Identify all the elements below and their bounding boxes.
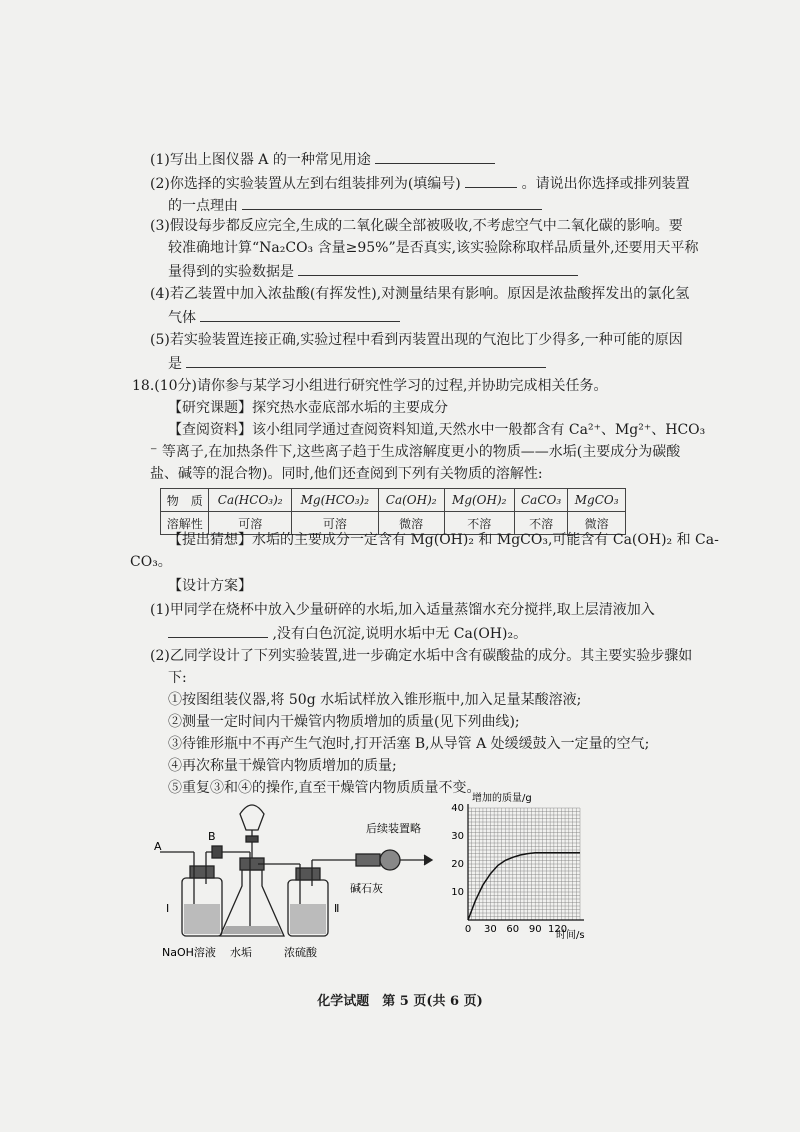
table-cell: CaCO₃ (514, 489, 567, 512)
chart-grid (468, 808, 580, 920)
step-4: ④再次称量干燥管内物质增加的质量; (168, 758, 397, 774)
x-tick-label: 90 (528, 924, 542, 935)
y-tick-label: 30 (451, 831, 464, 842)
table-cell: 可溶 (209, 512, 291, 535)
question-4-line-2 (168, 306, 400, 328)
research-topic: 【研究课题】探究热水壶底部水垢的主要成分 (168, 400, 448, 416)
design-1-line-1: (1)甲同学在烧杯中放入少量研碎的水垢,加入适量蒸馏水充分搅拌,取上层清液加入 (150, 602, 655, 618)
page-footer: 化学试题 第 5 页(共 6 页) (317, 994, 483, 1009)
valve-B (212, 846, 222, 858)
drying-tube-neck (356, 854, 380, 866)
answer-blank (298, 260, 578, 276)
table-cell: 不溶 (444, 512, 514, 535)
label-I: Ⅰ (166, 902, 170, 915)
design-2-line-1: (2)乙同学设计了下列实验装置,进一步确定水垢中含有碳酸盐的成分。其主要实验步骤如 (150, 648, 693, 664)
table-cell: MgCO₃ (568, 489, 626, 512)
design-2-line-2: 下: (168, 670, 187, 686)
design-heading: 【设计方案】 (168, 578, 252, 594)
reference-line-2: ⁻ 等离子,在加热条件下,这些离子趋于生成溶解度更小的物质——水垢(主要成分为碳酸 (150, 444, 681, 460)
reference-line-1: 【查阅资料】该小组同学通过查阅资料知道,天然水中一般都含有 Ca²⁺、Mg²⁺、HCO₃ (168, 422, 706, 438)
question-5-text: 是 (168, 356, 182, 372)
label-B: B (208, 830, 216, 843)
table-cell: 可溶 (291, 512, 378, 535)
answer-blank (168, 622, 268, 638)
question-4-line-1: (4)若乙装置中加入浓盐酸(有挥发性),对测量结果有影响。原因是浓盐酸挥发出的氯化氢 (150, 286, 690, 302)
mass-time-chart (438, 792, 588, 942)
x-tick-label: 0 (464, 924, 472, 935)
question-2 (150, 172, 690, 194)
x-tick-label: 120 (548, 924, 568, 935)
step-2: ②测量一定时间内干燥管内物质增加的质量(见下列曲线); (168, 714, 520, 730)
label-A: A (154, 840, 162, 853)
solubility-table (160, 488, 626, 535)
drying-tube (380, 850, 400, 870)
table-cell: Ca(OH)₂ (378, 489, 444, 512)
y-tick-label: 10 (451, 887, 464, 898)
label-soda-lime: 碱石灰 (350, 882, 383, 895)
x-tick-label: 60 (506, 924, 520, 935)
question-5-line-1: (5)若实验装置连接正确,实验过程中看到丙装置出现的气泡比丁少得多,一种可能的原因 (150, 332, 683, 348)
table-row-label: 溶解性 (161, 512, 209, 535)
label-rear: 后续装置略 (366, 822, 421, 835)
answer-blank (242, 194, 542, 210)
question-3-text: 量得到的实验数据是 (168, 264, 294, 280)
y-tick-label: 40 (451, 803, 464, 814)
question-2-reason-text: 的一点理由 (168, 198, 238, 214)
question-3-line-3 (168, 260, 578, 282)
reference-line-3: 盐、碱等的混合物)。同时,他们还查阅到下列有关物质的溶解性: (150, 466, 543, 482)
table-header-cell: 物 质 (161, 489, 209, 512)
question-5-line-2 (168, 352, 546, 374)
table-header-row (161, 489, 626, 512)
table-cell: Mg(OH)₂ (444, 489, 514, 512)
table-cell: Ca(HCO₃)₂ (209, 489, 291, 512)
answer-blank (186, 352, 546, 368)
design-1-text: ,没有白色沉淀,说明水垢中无 Ca(OH)₂。 (272, 626, 528, 642)
step-1: ①按图组装仪器,将 50g 水垢试样放入锥形瓶中,加入足量某酸溶液; (168, 692, 582, 708)
chart-xlabel: 时间/s (556, 930, 585, 941)
apparatus-diagram (150, 800, 435, 960)
question-1 (150, 148, 495, 170)
label-naoh: NaOH溶液 (162, 946, 216, 959)
x-tick-label: 30 (484, 924, 497, 935)
step-5: ⑤重复③和④的操作,直至干燥管内物质质量不变。 (168, 780, 481, 796)
hypothesis-line-2: CO₃。 (130, 554, 172, 570)
question-2-text-cont: 。请说出你选择或排列装置 (521, 176, 690, 192)
table-cell: 微溶 (568, 512, 626, 535)
design-1-line-2 (168, 622, 527, 644)
label-acid: 浓硫酸 (284, 946, 317, 959)
question-3-line-1: (3)假设每步都反应完全,生成的二氧化碳全部被吸收,不考虑空气中二氧化碳的影响。要 (150, 218, 683, 234)
separatory-funnel (240, 805, 264, 830)
table-cell: 微溶 (378, 512, 444, 535)
question-1-text: (1)写出上图仪器 A 的一种常见用途 (150, 152, 371, 168)
table-cell: 不溶 (514, 512, 567, 535)
label-II: Ⅱ (334, 902, 340, 915)
answer-blank (200, 306, 400, 322)
step-3: ③待锥形瓶中不再产生气泡时,打开活塞 B,从导管 A 处缓缓鼓入一定量的空气; (168, 736, 650, 752)
table-cell: Mg(HCO₃)₂ (291, 489, 378, 512)
answer-blank (375, 148, 495, 164)
answer-blank (465, 172, 517, 188)
question-2-text: (2)你选择的实验装置从左到右组装排列为(填编号) (150, 176, 461, 192)
chart-ylabel: 增加的质量/g (472, 793, 532, 804)
question-4-text: 气体 (168, 310, 196, 326)
question-18-heading: 18.(10分)请你参与某学习小组进行研究性学习的过程,并协助完成相关任务。 (132, 378, 608, 394)
question-2-reason (168, 194, 542, 216)
hypothesis-line-1: 【提出猜想】水垢的主要成分一定含有 Mg(OH)₂ 和 MgCO₃,可能含有 Ca(OH)₂ 和 Ca- (168, 532, 719, 548)
y-tick-label: 20 (451, 859, 464, 870)
label-scale: 水垢 (230, 946, 252, 959)
question-3-line-2: 较准确地计算“Na₂CO₃ 含量≥95%”是否真实,该实验除称取样品质量外,还要用天平称 (168, 240, 699, 256)
